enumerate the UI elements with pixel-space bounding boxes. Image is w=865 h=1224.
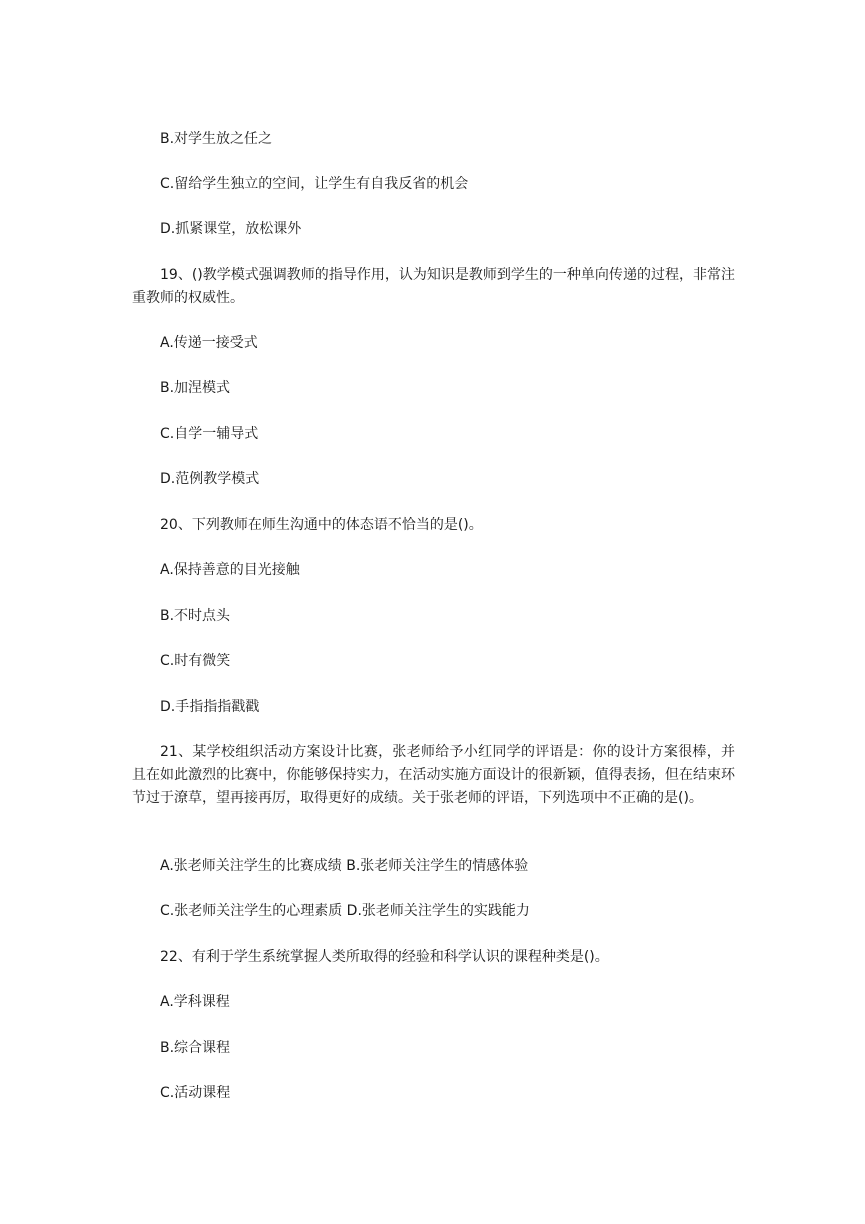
question-21: 21、某学校组织活动方案设计比赛，张老师给予小红同学的评语是：你的设计方案很棒，并且在如此激烈的比赛中，你能够保持实力，在活动实施方面设计的很新颖，值得表扬，但在结束环节过于潦草，望再接再厉，取得更好的成绩。关于张老师的评语，下列选项中不正确的是()。 [132, 744, 735, 806]
q19-option-b: B.加涅模式 [160, 380, 231, 396]
q19-option-a: A.传递一接受式 [160, 335, 258, 351]
q22-option-b: B.综合课程 [160, 1040, 231, 1056]
option-d-line: D.抓紧课堂，放松课外 [160, 221, 302, 237]
q22-option-a: A.学科课程 [160, 994, 230, 1010]
q21-options-ab: A.张老师关注学生的比赛成绩 B.张老师关注学生的情感体验 [160, 858, 529, 874]
q19-option-c: C.自学一辅导式 [160, 426, 259, 442]
option-b-line: B.对学生放之任之 [160, 131, 273, 147]
question-19: 19、()教学模式强调教师的指导作用，认为知识是教师到学生的一种单向传递的过程，非常注重教师的权威性。 [132, 267, 735, 306]
question-22: 22、有利于学生系统掌握人类所取得的经验和科学认识的课程种类是()。 [160, 949, 609, 965]
q21-options-cd: C.张老师关注学生的心理素质 D.张老师关注学生的实践能力 [160, 903, 530, 919]
q20-option-d: D.手指指指戳戳 [160, 699, 260, 715]
option-c-line: C.留给学生独立的空间，让学生有自我反省的机会 [160, 176, 469, 192]
q22-option-c: C.活动课程 [160, 1085, 231, 1101]
question-20: 20、下列教师在师生沟通中的体态语不恰当的是()。 [160, 517, 483, 533]
q19-option-d: D.范例教学模式 [160, 471, 260, 487]
q20-option-b: B.不时点头 [160, 608, 231, 624]
q20-option-c: C.时有微笑 [160, 653, 231, 669]
q20-option-a: A.保持善意的目光接触 [160, 562, 300, 578]
